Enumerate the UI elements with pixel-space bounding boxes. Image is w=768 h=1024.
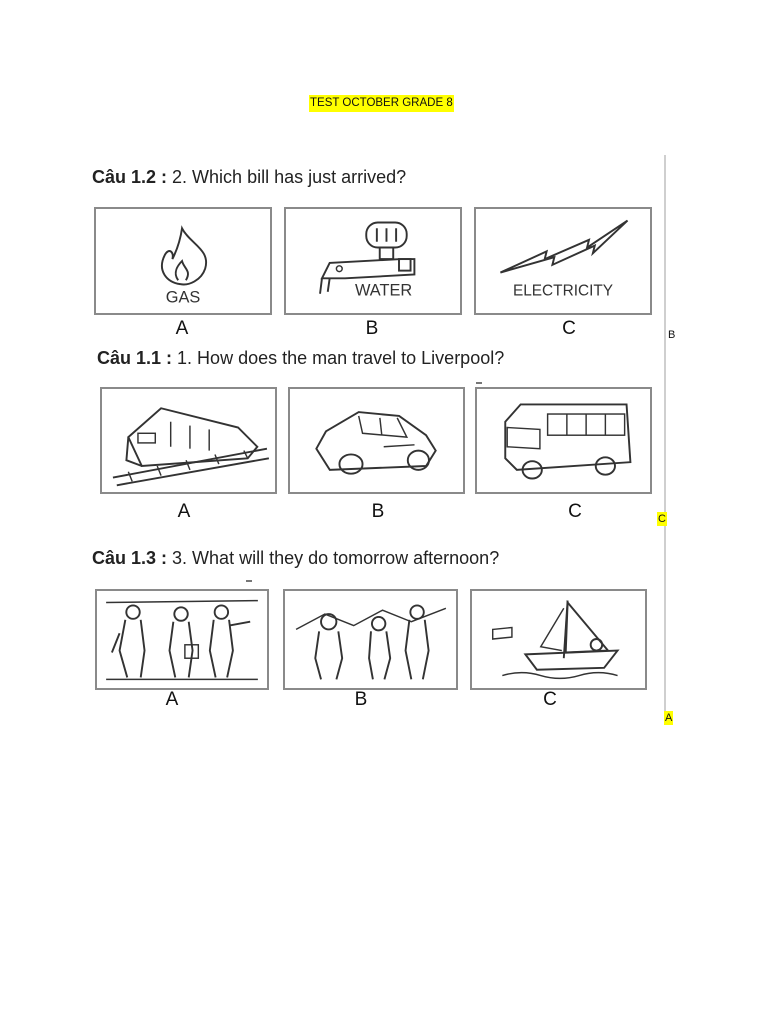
option-letter-c: C bbox=[568, 501, 582, 522]
option-picture-water bbox=[284, 207, 462, 315]
option-letter-a: A bbox=[177, 501, 191, 522]
page-title: TEST OCTOBER GRADE 8 bbox=[309, 95, 454, 112]
option-picture-car bbox=[288, 387, 465, 494]
question-text: 1. How does the man travel to Liverpool? bbox=[177, 348, 505, 368]
option-picture-electricity bbox=[474, 207, 652, 315]
option-picture-shopping bbox=[95, 589, 269, 690]
question-1-1 bbox=[97, 348, 504, 369]
question-1-3 bbox=[92, 548, 499, 569]
picture-caption: ELECTRICITY bbox=[512, 282, 614, 300]
question-number: Câu 1.1 : bbox=[97, 348, 173, 368]
question-number: Câu 1.3 : bbox=[92, 548, 168, 568]
picture-caption: GAS bbox=[165, 288, 201, 307]
water-tap-icon bbox=[286, 209, 460, 313]
scan-mark bbox=[476, 382, 482, 384]
option-picture-bus bbox=[475, 387, 652, 494]
option-picture-gas bbox=[94, 207, 272, 315]
question-text: 3. What will they do tomorrow afternoon? bbox=[172, 548, 500, 568]
option-picture-train bbox=[100, 387, 277, 494]
picture-caption: WATER bbox=[354, 281, 413, 300]
answer-q1-2: B bbox=[668, 329, 676, 341]
people-walking-icon bbox=[285, 591, 456, 688]
option-letter-c: C bbox=[562, 318, 576, 339]
option-letter-a: A bbox=[165, 689, 179, 710]
option-letter-a: A bbox=[175, 318, 189, 339]
option-letter-b: B bbox=[371, 501, 385, 522]
option-letter-b: B bbox=[365, 318, 379, 339]
sailing-boat-icon bbox=[472, 591, 645, 688]
bus-icon bbox=[477, 389, 650, 492]
scan-mark bbox=[246, 580, 252, 582]
question-1-2 bbox=[92, 167, 406, 188]
question-text: 2. Which bill has just arrived? bbox=[172, 167, 407, 187]
train-icon bbox=[102, 389, 275, 492]
people-shopping-icon bbox=[97, 591, 267, 688]
scan-edge-line bbox=[664, 155, 666, 715]
option-letter-b: B bbox=[354, 689, 368, 710]
option-letter-c: C bbox=[543, 689, 557, 710]
option-picture-sailing bbox=[470, 589, 647, 690]
answer-q1-1: C bbox=[658, 513, 666, 525]
gas-flame-icon bbox=[96, 209, 270, 313]
car-icon bbox=[290, 389, 463, 492]
question-number: Câu 1.2 : bbox=[92, 167, 168, 187]
answer-q1-3: A bbox=[665, 712, 673, 724]
lightning-bolt-icon bbox=[476, 209, 650, 313]
option-picture-walking bbox=[283, 589, 458, 690]
